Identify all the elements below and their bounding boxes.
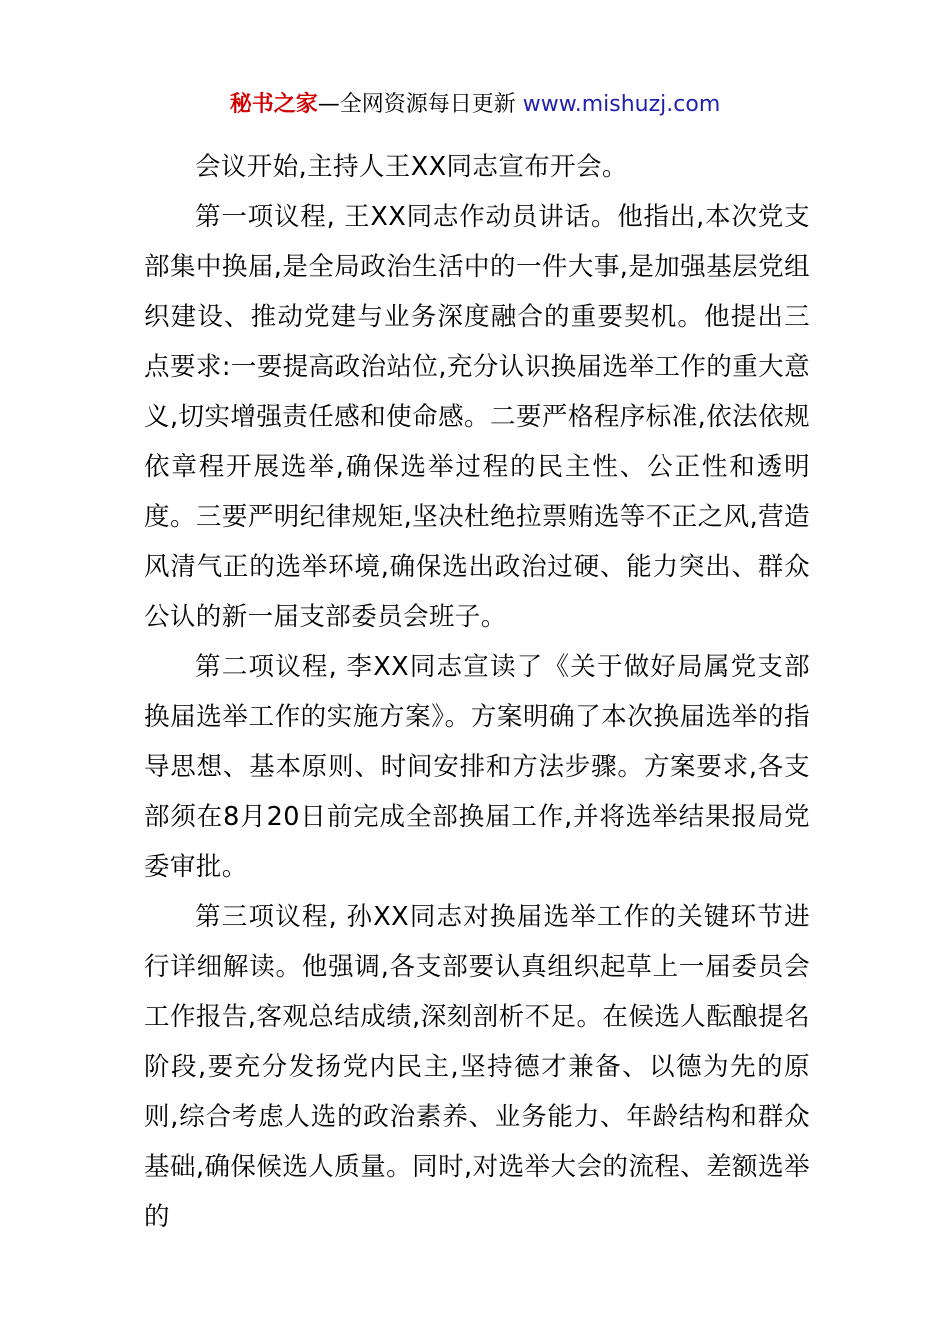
site-tagline: —全网资源每日更新 bbox=[317, 92, 516, 117]
document-body bbox=[144, 142, 810, 1242]
paragraph-agenda-item-3: 第三项议程, 孙XX同志对换届选举工作的关键环节进行详细解读。他强调,各支部要认真组织起草上一届委员会工作报告,客观总结成绩,深刻剖析不足。在候选人酝酿提名阶段,要充分发扬党内民主,坚持德才兼备、以德为先的原则,综合考虑人选的政治素养、业务能力、年龄结构和群众基础,确保候选人质量。同时,对选举大会的流程、差额选举的 bbox=[144, 902, 810, 1232]
paragraph-agenda-item-2: 第二项议程, 李XX同志宣读了《关于做好局属党支部换届选举工作的实施方案》。方案明确了本次换届选举的指导思想、基本原则、时间安排和方法步骤。方案要求,各支部须在8月20日前完成全部换届工作,并将选举结果报局党委审批。 bbox=[144, 652, 810, 882]
paragraph-meeting-open: 会议开始,主持人王XX同志宣布开会。 bbox=[195, 152, 628, 182]
site-brand: 秘书之家 bbox=[229, 92, 318, 117]
paragraph-agenda-item-1: 第一项议程, 王XX同志作动员讲话。他指出,本次党支部集中换届,是全局政治生活中的一件大事,是加强基层党组织建设、推动党建与业务深度融合的重要契机。他提出三点要求:一要提高政治站位,充分认识换届选举工作的重大意义,切实增强责任感和使命感。二要严格程序标准,依法依规依章程开展选举,确保选举过程的民主性、公正性和透明度。三要严明纪律规矩,坚决杜绝拉票贿选等不正之风,营造风清气正的选举环境,确保选出政治过硬、能力突出、群众公认的新一届支部委员会班子。 bbox=[144, 202, 810, 632]
site-header bbox=[0, 88, 950, 122]
site-url-link[interactable]: www.mishuzj.com bbox=[522, 92, 721, 117]
